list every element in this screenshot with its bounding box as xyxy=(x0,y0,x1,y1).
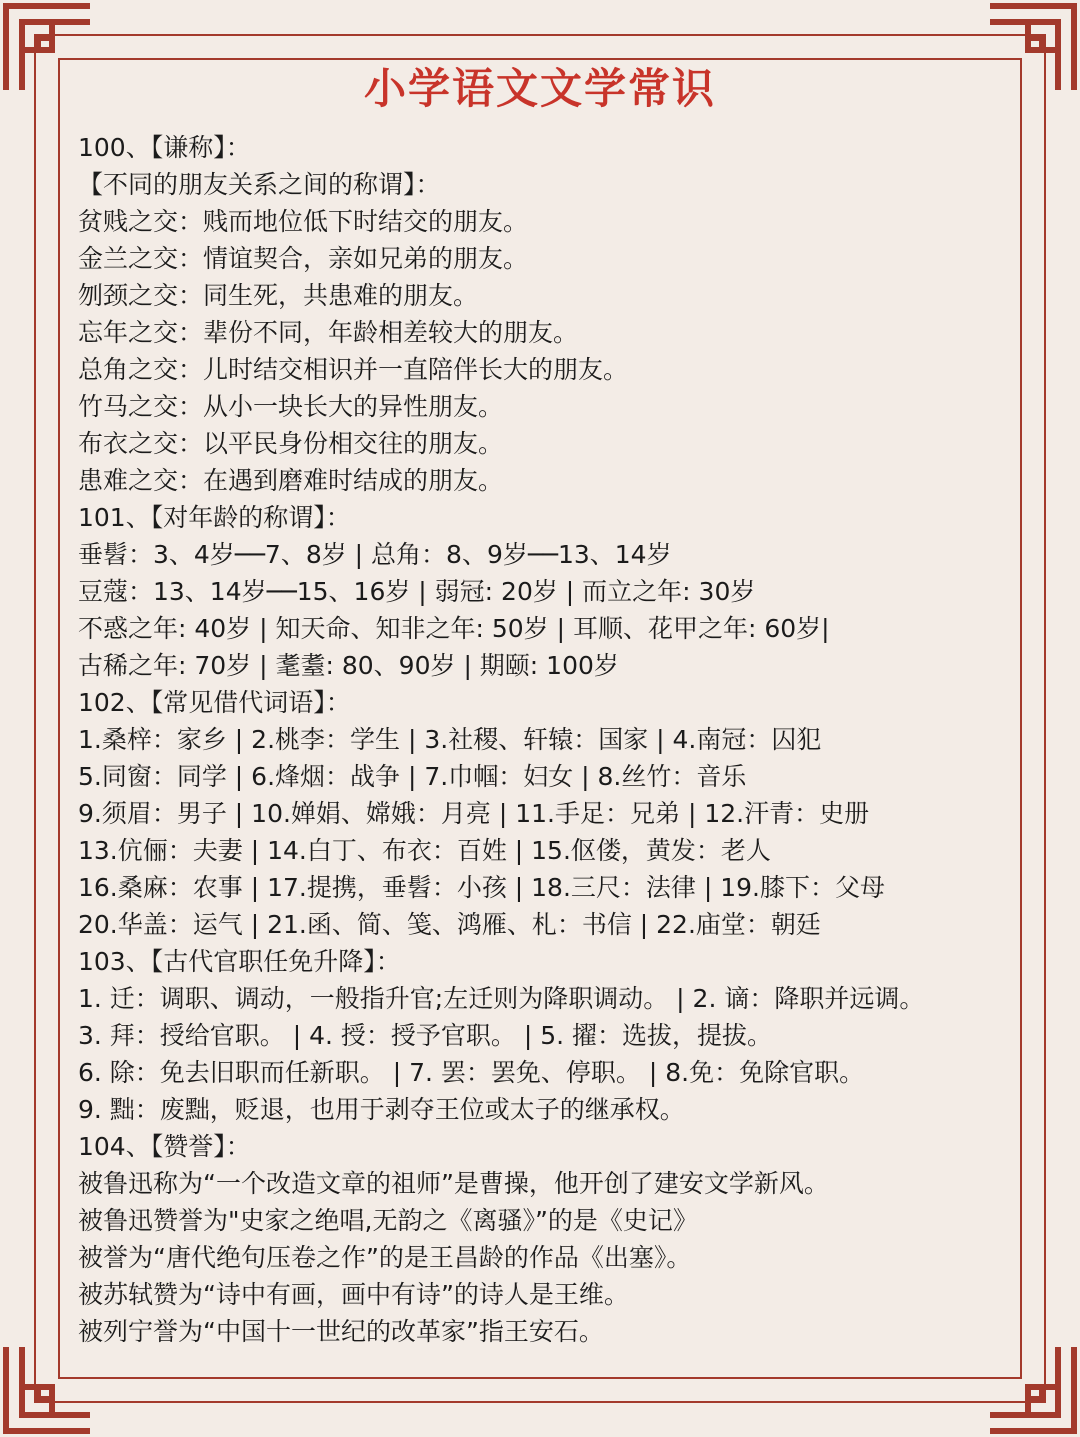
text-line: 总角之交：儿时结交相识并一直陪伴长大的朋友。 xyxy=(78,355,629,384)
text-line: 被鲁迅赞誉为"史家之绝唱,无韵之《离骚》”的是《史记》 xyxy=(78,1206,698,1235)
text-line: 不惑之年: 40岁 | 知天命、知非之年: 50岁 | 耳顺、花甲之年: 60岁| xyxy=(78,614,830,643)
text-line: 6. 除：免去旧职而任新职。 | 7. 罢：罢免、停职。 | 8.免：免除官职。 xyxy=(78,1058,865,1087)
subsection-heading: 【不同的朋友关系之间的称谓】： xyxy=(78,170,441,199)
text-line: 被誉为“唐代绝句压卷之作”的是王昌龄的作品《出塞》。 xyxy=(78,1243,692,1272)
text-line: 被鲁迅称为“一个改造文章的祖师”是曹操，他开创了建安文学新风。 xyxy=(78,1169,829,1198)
text-line: 1.桑梓：家乡 | 2.桃李：学生 | 3.社稷、轩辕：国家 | 4.南冠：囚犯 xyxy=(78,725,822,754)
content-body xyxy=(78,129,1018,1350)
section-heading-101: 101、【对年龄的称谓】： xyxy=(78,503,351,532)
text-line: 竹马之交：从小一块长大的异性朋友。 xyxy=(78,392,504,421)
text-line: 古稀之年: 70岁 | 耄耋: 80、90岁 | 期颐: 100岁 xyxy=(78,651,619,680)
text-line: 布衣之交：以平民身份相交往的朋友。 xyxy=(78,429,504,458)
section-heading-100: 100、【谦称】： xyxy=(78,133,251,162)
text-line: 刎颈之交：同生死，共患难的朋友。 xyxy=(78,281,479,310)
text-line: 豆蔻：13、14岁──15、16岁 | 弱冠: 20岁 | 而立之年: 30岁 xyxy=(78,577,756,606)
text-line: 垂髫：3、4岁──7、8岁 | 总角：8、9岁──13、14岁 xyxy=(78,540,672,569)
page-title: 小学语文文学常识 xyxy=(363,64,716,113)
text-line: 16.桑麻：农事 | 17.提携，垂髫：小孩 | 18.三尺：法律 | 19.膝下：父母 xyxy=(78,873,885,902)
text-line: 被苏轼赞为“诗中有画，画中有诗”的诗人是王维。 xyxy=(78,1280,629,1309)
text-line: 3. 拜：授给官职。 | 4. 授：授予官职。 | 5. 擢：选拔，提拔。 xyxy=(78,1021,773,1050)
text-line: 金兰之交：情谊契合，亲如兄弟的朋友。 xyxy=(78,244,529,273)
text-line: 13.伉俪：夫妻 | 14.白丁、布衣：百姓 | 15.伛偻，黄发：老人 xyxy=(78,836,771,865)
text-line: 贫贱之交：贱而地位低下时结交的朋友。 xyxy=(78,207,529,236)
section-heading-102: 102、【常见借代词语】： xyxy=(78,688,351,717)
section-heading-103: 103、【古代官职任免升降】： xyxy=(78,947,401,976)
text-line: 5.同窗：同学 | 6.烽烟：战争 | 7.巾帼：妇女 | 8.丝竹：音乐 xyxy=(78,762,747,791)
text-line: 被列宁誉为“中国十一世纪的改革家”指王安石。 xyxy=(78,1317,604,1346)
text-line: 9. 黜：废黜，贬退，也用于剥夺王位或太子的继承权。 xyxy=(78,1095,685,1124)
text-line: 患难之交：在遇到磨难时结成的朋友。 xyxy=(78,466,504,495)
section-heading-104: 104、【赞誉】： xyxy=(78,1132,251,1161)
corner-ornament-bottom-right xyxy=(984,1341,1080,1437)
text-line: 忘年之交：辈份不同，年龄相差较大的朋友。 xyxy=(78,318,579,347)
text-line: 1. 迁：调职、调动，一般指升官;左迁则为降职调动。 | 2. 谪：降职并远调。 xyxy=(78,984,925,1013)
text-line: 9.须眉：男子 | 10.婵娟、嫦娥：月亮 | 11.手足：兄弟 | 12.汗青：史册 xyxy=(78,799,870,828)
text-line: 20.华盖：运气 | 21.函、简、笺、鸿雁、札：书信 | 22.庙堂：朝廷 xyxy=(78,910,821,939)
corner-ornament-bottom-left xyxy=(0,1341,96,1437)
